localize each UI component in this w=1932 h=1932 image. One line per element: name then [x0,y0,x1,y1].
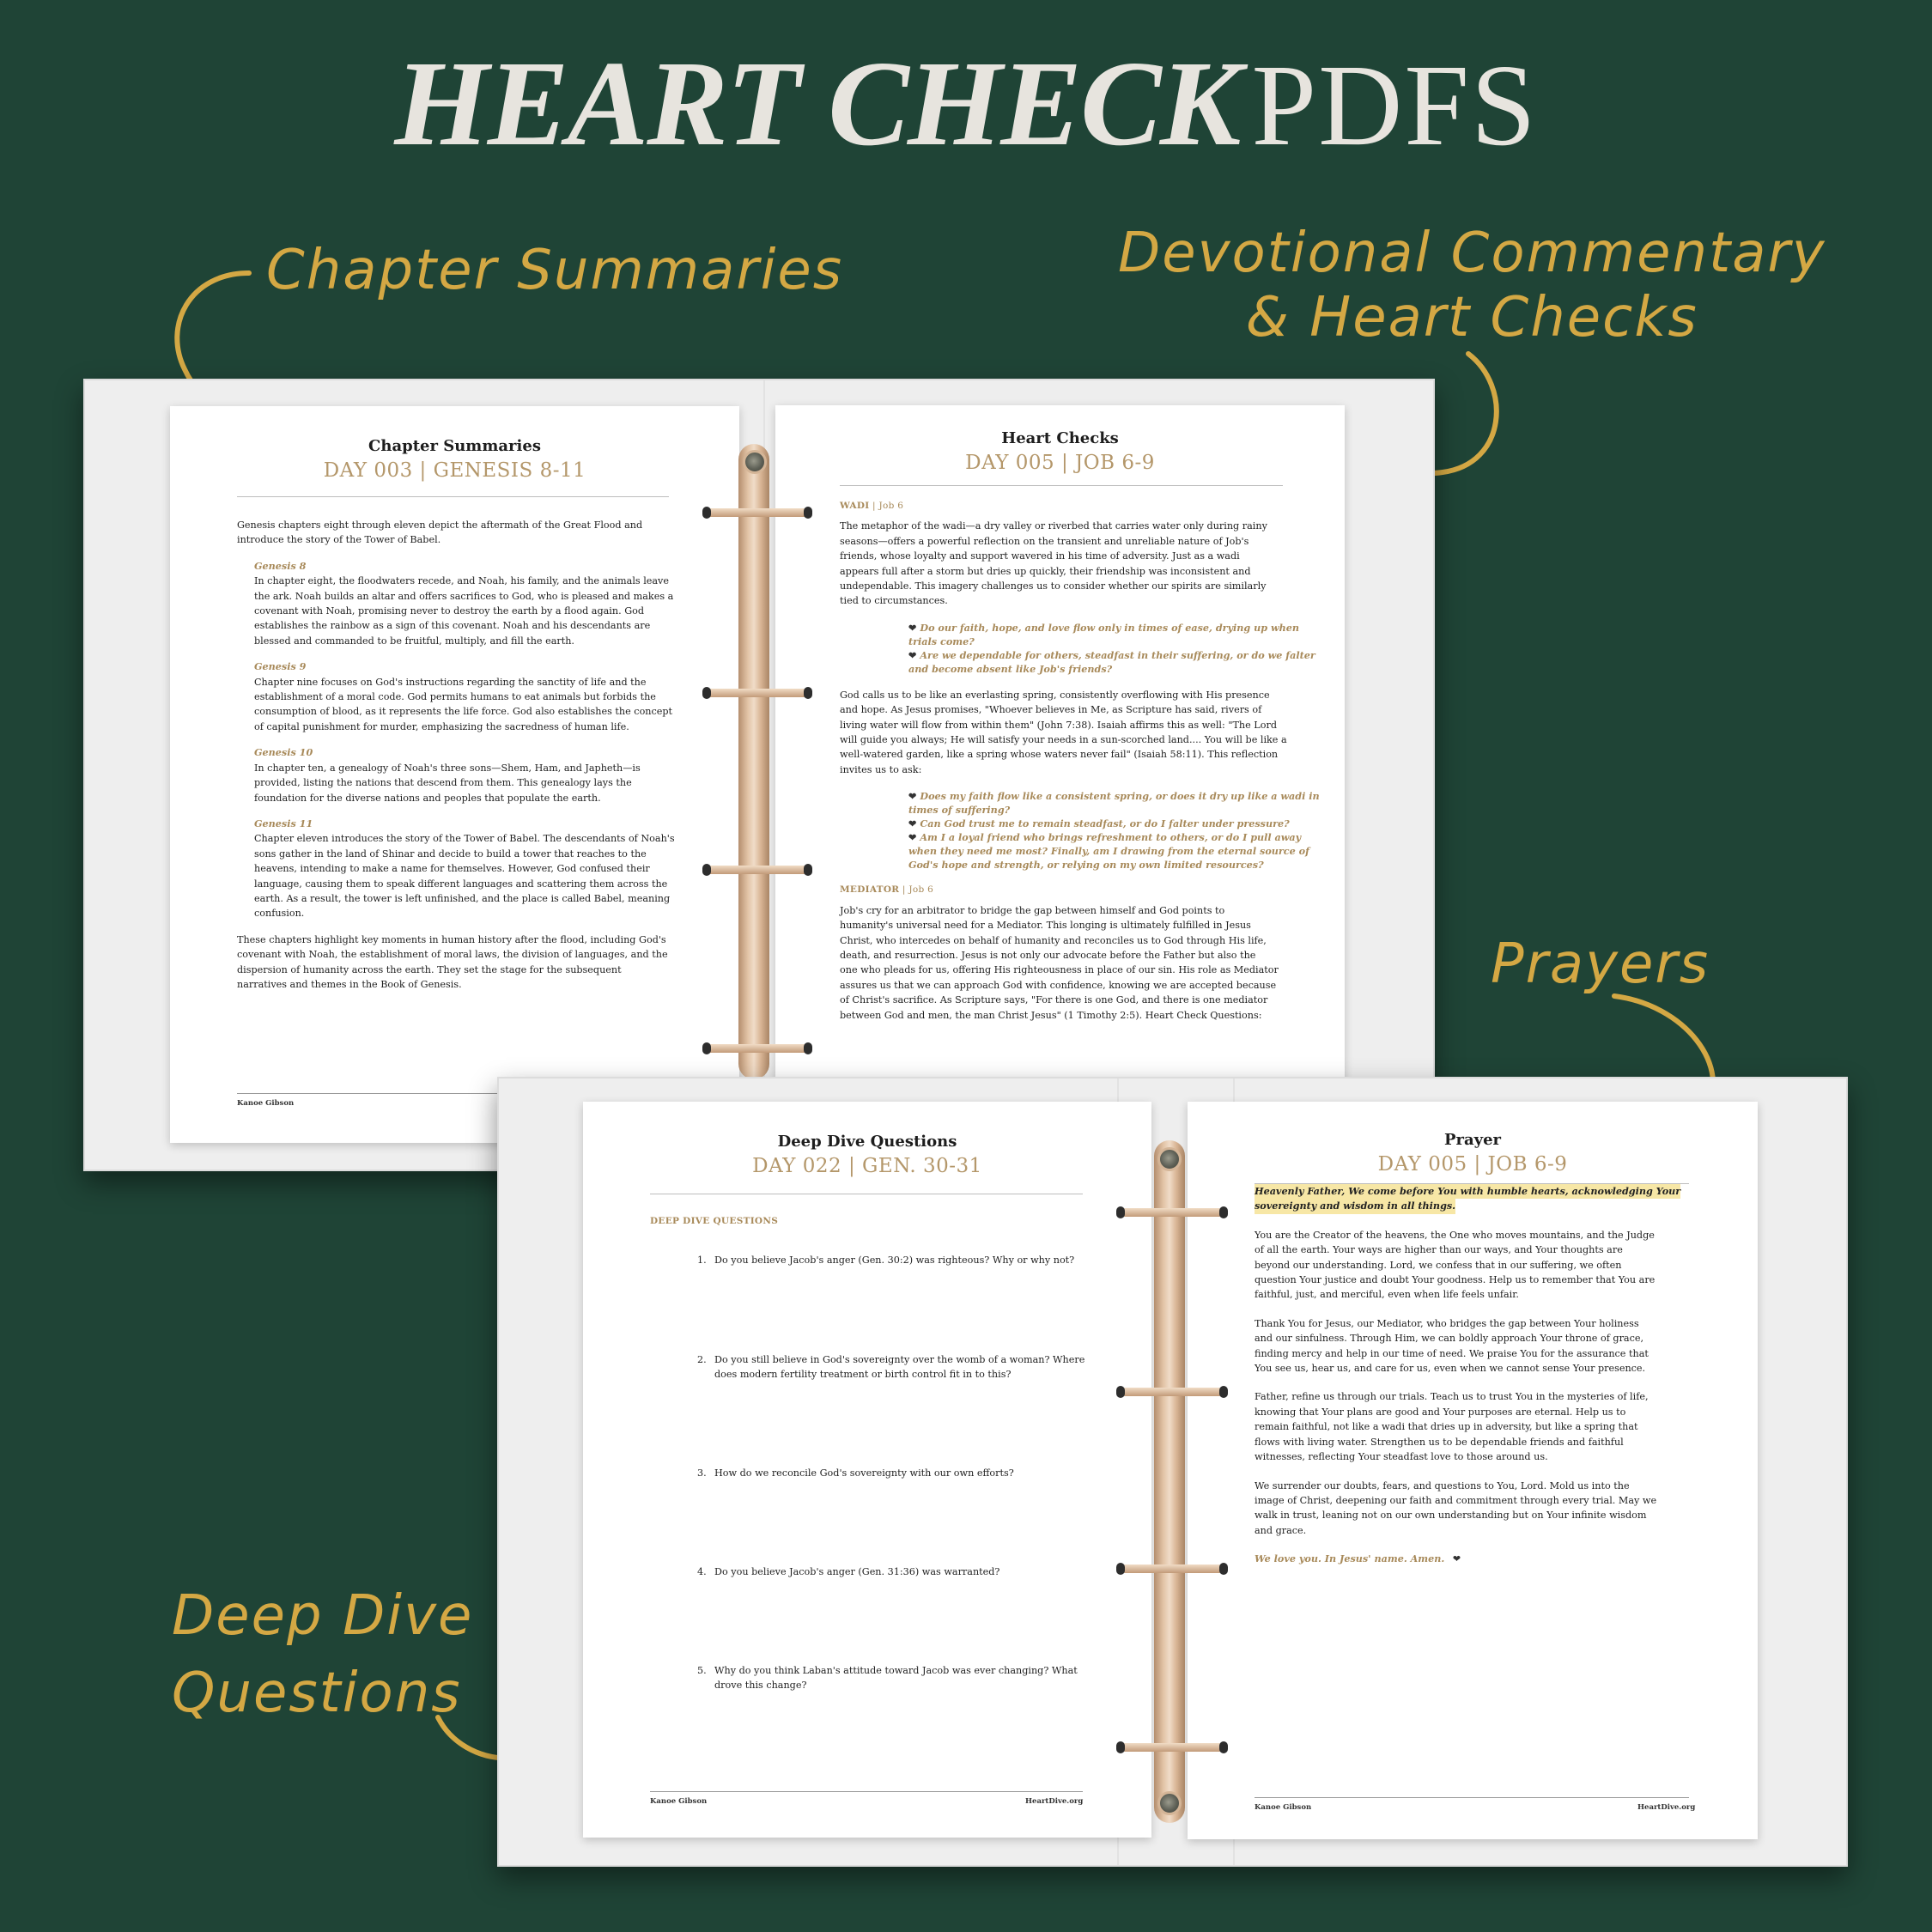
line: flows with living water. Strengthen us to be dependable friends and faithful [1255,1436,1624,1448]
heart-check [908,817,1321,830]
section-heading: Genesis 8 [254,559,307,572]
callout-chapter-summaries: Chapter Summaries [266,239,844,302]
heart-check [908,789,1321,803]
section-heading: Genesis 11 [254,817,313,829]
heart-check [908,648,1321,662]
line: tied to circumstances. [840,595,948,607]
line: assures us that we can approach God with confidence, knowing we are accepted because [840,979,1277,991]
heart-icon: ❤ [908,621,917,634]
line: of all the earth. Your ways are higher than our ways, and Your thoughts are [1255,1244,1623,1256]
line: How do we reconcile God's sovereignty with our own efforts? [714,1467,1014,1479]
summary-section [254,559,701,648]
page-heart-checks [775,405,1345,1092]
callout-deep-dive-line2: Questions [172,1661,462,1725]
line: language, causing them to speak different languages and scattering them across the [254,878,668,890]
line: We surrender our doubts, fears, and questions to You, Lord. Mold us into the [1255,1479,1630,1492]
footer-author: Kanoe Gibson [1255,1803,1312,1812]
footer-rule [1255,1797,1689,1798]
line: undependable. This imagery challenges us to consider whether our spirits are similarly [840,580,1267,592]
page-title: Deep Dive Questions [777,1133,957,1151]
callout-deep-dive-line1: Deep Dive [172,1584,474,1648]
ring-end [1219,1563,1228,1575]
line: Genesis chapters eight through eleven depict the aftermath of the Great Flood and [237,519,643,531]
question-5 [697,1663,1109,1693]
line: remain faithful, not like a wadi that dries up in adversity, but like a spring that [1255,1421,1638,1433]
line: God calls us to be like an everlasting spring, consistently overflowing with His presence [840,689,1270,701]
callout-prayers: Prayers [1491,933,1710,996]
line: drove this change? [714,1680,807,1692]
paragraph [840,903,1321,1023]
binder-ring [706,1044,809,1053]
summary-closing [237,933,701,993]
ring-end [1116,1563,1125,1575]
prayer-body [1255,1184,1718,1567]
line: humanity's universal need for a Mediator. This longing is ultimately fulfilled in Jesus [840,920,1251,932]
label: DEEP DIVE QUESTIONS [650,1216,779,1226]
callout-devotional-line2: & Heart Checks [1245,285,1698,349]
title-rule [840,485,1283,486]
page-deep-dive [583,1102,1151,1838]
line: heavens, intending to make a name for themselves. However, God confused their [254,863,650,875]
page-title: Prayer [1443,1131,1502,1149]
line: sons gather in the land of Shinar and decide to build a tower that reaches to the [254,848,647,860]
rivet [1157,1791,1182,1815]
rivet [1157,1147,1182,1171]
summary-section [254,659,701,734]
section-label-deep-dive [650,1213,778,1229]
headline-script: HEART CHECK [394,35,1240,171]
footer-site: HeartDive.org [1637,1803,1696,1812]
prayer-highlight [1255,1184,1718,1214]
binder-ring [1121,1388,1224,1396]
page-day: DAY 003 | GENESIS 8-11 [323,459,586,482]
line: trials come? [908,635,975,647]
label: MEDIATOR [840,884,900,896]
section-label-wadi [840,498,1321,513]
line: The metaphor of the wadi—a dry valley or riverbed that carries water only during rainy [840,520,1267,532]
line: You are the Creator of the heavens, the One who moves mountains, and the Judge [1255,1229,1655,1241]
prayer-paragraph [1255,1316,1718,1376]
heart-check [908,621,1321,635]
line: of capital punishment for murder, emphasizing the sacredness of human life. [254,720,629,732]
line: invites us to ask: [840,763,922,775]
footer-author: Kanoe Gibson [650,1797,708,1806]
line: and grace. [1255,1524,1307,1536]
line: beyond our understanding. Lord, we confess that in our suffering, we often [1255,1259,1622,1271]
heart-icon: ❤ [908,817,917,830]
page-prayer [1188,1102,1758,1839]
paragraph [840,688,1321,777]
question-1 [697,1253,1109,1267]
line: narratives and themes in the Book of Genesis. [237,978,462,990]
line: provided, listing the nations that descend from them. This genealogy lays the [254,777,632,789]
line: Christ, who intercedes on behalf of humanity and reconciles us to God through His life, [840,934,1267,946]
binder-ring [706,866,809,874]
line: Are we dependable for others, steadfast in their suffering, or do we falter [920,648,1315,661]
heart-icon: ❤ [908,648,917,661]
line: seasons—offers a powerful reflection on the transient and unreliable nature of Job's [840,535,1249,547]
section-heading: Genesis 9 [254,660,307,673]
line: and our sinfulness. Through Him, we can boldly approach Your throne of grace, [1255,1333,1644,1345]
label: WADI [840,501,870,511]
heart-icon: ❤ [908,790,917,803]
footer-site: HeartDive.org [1025,1797,1084,1806]
line: Heavenly Father, We come before You with humble hearts, acknowledging Your [1255,1184,1680,1199]
line: death, and resurrection. Jesus is not only our advocate before the Father but also the [840,949,1256,961]
binder-spine-bottom [1154,1140,1185,1823]
question-number: 3. [697,1467,707,1479]
line: covenant with Noah, promising never to destroy the earth by a flood again. God [254,605,645,617]
page-title: Chapter Summaries [368,437,541,455]
ring-end [1219,1386,1228,1398]
ref: | Job 6 [872,501,904,511]
line: and become absent like Job's friends? [908,662,1113,675]
callout-devotional-line1: Devotional Commentary [1118,222,1826,285]
line: Father, refine us through our trials. Teach us to trust You in the mysteries of life, [1255,1391,1649,1403]
line: Do our faith, hope, and love flow only in times of ease, drying up when [920,621,1300,634]
heart-icon: ❤ [908,831,917,844]
ring-end [1219,1206,1228,1218]
line: covenant with Noah, the establishment of moral laws, the division of languages, and the [237,949,668,961]
line: times of suffering? [908,804,1011,817]
line: Can God trust me to remain steadfast, or do I falter under pressure? [920,817,1290,830]
line: Do you believe Jacob's anger (Gen. 31:36) was warranted? [714,1566,1000,1577]
line: Why do you think Laban's attitude toward Jacob was ever changing? What [714,1665,1078,1676]
line: Thank You for Jesus, our Mediator, who bridges the gap between Your holiness [1255,1317,1639,1329]
ring-end [804,864,812,876]
ring-end [702,687,711,699]
question-number: 4. [697,1566,707,1577]
line: walk in trust, leaning not on our own understanding but on Your infinite wisdom [1255,1510,1647,1522]
binder-ring [706,689,809,697]
callout-deep-dive [172,1578,473,1732]
line: introduce the story of the Tower of Babel. [237,534,441,546]
ring-end [702,864,711,876]
question-number: 2. [697,1354,707,1365]
binder-ring [1121,1564,1224,1573]
rivet [743,450,767,474]
ring-end [1116,1386,1125,1398]
heart-check-list [908,789,1321,872]
line: one who pleads for us, offering His righteousness in place of our sin. His role as Mediator [840,964,1279,976]
line: blessed and commanded to be fruitful, multiply, and fill the earth. [254,635,574,647]
line: Chapter nine focuses on God's instructions regarding the sanctity of life and the [254,676,647,688]
prayer-closing [1255,1552,1718,1566]
line: dispersion of humanity across the earth. They set the stage for the subsequent [237,963,622,975]
footer-rule [650,1791,1083,1792]
footer-author: Kanoe Gibson [237,1099,295,1108]
question-number: 5. [697,1665,707,1676]
line: God's hope and strength, or relying on my own limited resources? [908,859,1264,872]
summary-section [254,745,701,805]
line: image of Christ, deepening our faith and commitment through every trial. May we [1255,1494,1657,1506]
binder-spine-top [738,444,769,1079]
line: well-watered garden, like a spring whose waters never fail" (Isaiah 58:11). This reflection [840,749,1279,761]
line: the ark. Noah builds an altar and offers sacrifices to God, who is pleased and makes a [254,590,674,602]
paragraph [840,519,1321,608]
title-rule [237,496,669,497]
ring-end [702,1042,711,1054]
question-number: 1. [697,1255,707,1266]
line: finding mercy and help in our time of need. We praise You for the assurance that [1255,1347,1649,1359]
question-4 [697,1564,1109,1579]
line: In chapter ten, a genealogy of Noah's three sons—Shem, Ham, and Japheth—is [254,762,641,774]
ring-end [1219,1741,1228,1753]
line: friends, whose loyalty and support wavered in his time of adversity. Just as a wadi [840,550,1240,562]
line: of Christ's sacrifice. As Scripture says, "For there is one God, and there is one mediator [840,994,1268,1006]
line: faithful, just, and merciful, even when life feels unfair. [1255,1289,1519,1301]
line: sovereignty and wisdom in all things. [1255,1199,1455,1213]
ring-end [702,507,711,519]
line: witnesses, reflecting Your steadfast love to those around us. [1255,1451,1548,1463]
line: living water will flow from within them" (John 7:38). Isaiah affirms this as well: "The Lord [840,719,1277,731]
line: knowing that Your plans are good and Your purposes are eternal. Help us to [1255,1406,1626,1418]
line: earth. As a result, the tower is left unfinished, and the place is called Babel, meaning [254,892,671,904]
line: Do you still believe in God's sovereignty over the womb of a woman? Where [714,1354,1085,1365]
headline [0,33,1932,173]
prayer-paragraph [1255,1228,1718,1303]
heart-icon: ❤ [1452,1553,1461,1565]
line: foundation for the diverse nations and peoples that populate the earth. [254,792,601,804]
line: consumption of blood, as it represents the life force. God also establishes the concept [254,706,673,718]
line: Chapter eleven introduces the story of the Tower of Babel. The descendants of Noah's [254,833,675,845]
line: Do you believe Jacob's anger (Gen. 30:2) was righteous? Why or why not? [714,1255,1075,1266]
prayer-paragraph [1255,1389,1718,1464]
callout-devotional [1118,222,1826,350]
line: when they need me most? Finally, am I drawing from the eternal source of [908,845,1309,858]
ring-end [1116,1206,1125,1218]
page-chapter-summaries [170,406,739,1143]
page-day: DAY 022 | GEN. 30-31 [752,1155,982,1177]
ring-end [804,507,812,519]
line: Job's cry for an arbitrator to bridge the gap between himself and God points to [840,904,1225,916]
prayer-paragraph [1255,1479,1718,1539]
ring-end [804,687,812,699]
line: question Your justice and doubt Your goodness. Help us to remember that You are [1255,1274,1656,1286]
heart-body [840,498,1321,1023]
line: does modern fertility treatment or birth control fit in to this? [714,1369,1012,1381]
section-heading: Genesis 10 [254,746,313,759]
summary-intro [237,518,701,548]
ring-end [804,1042,812,1054]
line: In chapter eight, the floodwaters recede, and Noah, his family, and the animals leave [254,575,670,587]
line: You see us, hear us, and care for us, even when we cannot sense Your presence. [1255,1363,1646,1375]
line: and hope. As Jesus promises, "Whoever believes in Me, as Scripture has said, rivers of [840,704,1262,716]
page-day: DAY 005 | JOB 6-9 [1377,1153,1568,1176]
heart-check [908,830,1321,844]
summary-section [254,817,701,921]
line: Am I a loyal friend who brings refreshment to others, or do I pull away [920,831,1302,844]
binder-ring [1121,1743,1224,1752]
line: confusion. [254,908,305,920]
binder-ring [1121,1208,1224,1217]
closing-line: We love you. In Jesus' name. Amen. [1255,1552,1445,1565]
line: Does my faith flow like a consistent spring, or does it dry up like a wadi in [920,790,1320,803]
line: between God and men, the man Christ Jesus" (1 Timothy 2:5). Heart Check Questions: [840,1009,1262,1021]
line: These chapters highlight key moments in human history after the flood, including God's [237,933,666,945]
ring-end [1116,1741,1125,1753]
line: appears full after a storm but dries up quickly, their friendship was inconsistent and [840,565,1251,577]
line: will guide you always; He will satisfy your needs in a sun-scorched land.... You will be like a [840,734,1287,746]
page-title: Heart Checks [1001,429,1119,447]
ref: | Job 6 [902,884,934,896]
headline-plain: PDFS [1251,41,1538,170]
question-2 [697,1352,1109,1382]
page-day: DAY 005 | JOB 6-9 [965,452,1155,474]
question-3 [697,1466,1109,1480]
line: establishes the rainbow as a sign of this covenant. Noah and his descendants are [254,620,651,632]
heart-check-list [908,621,1321,676]
binder-ring [706,508,809,517]
summary-body [237,518,701,992]
section-label-mediator [840,882,1321,897]
line: establishment of a moral code. God permits humans to eat animals but forbids the [254,691,656,703]
